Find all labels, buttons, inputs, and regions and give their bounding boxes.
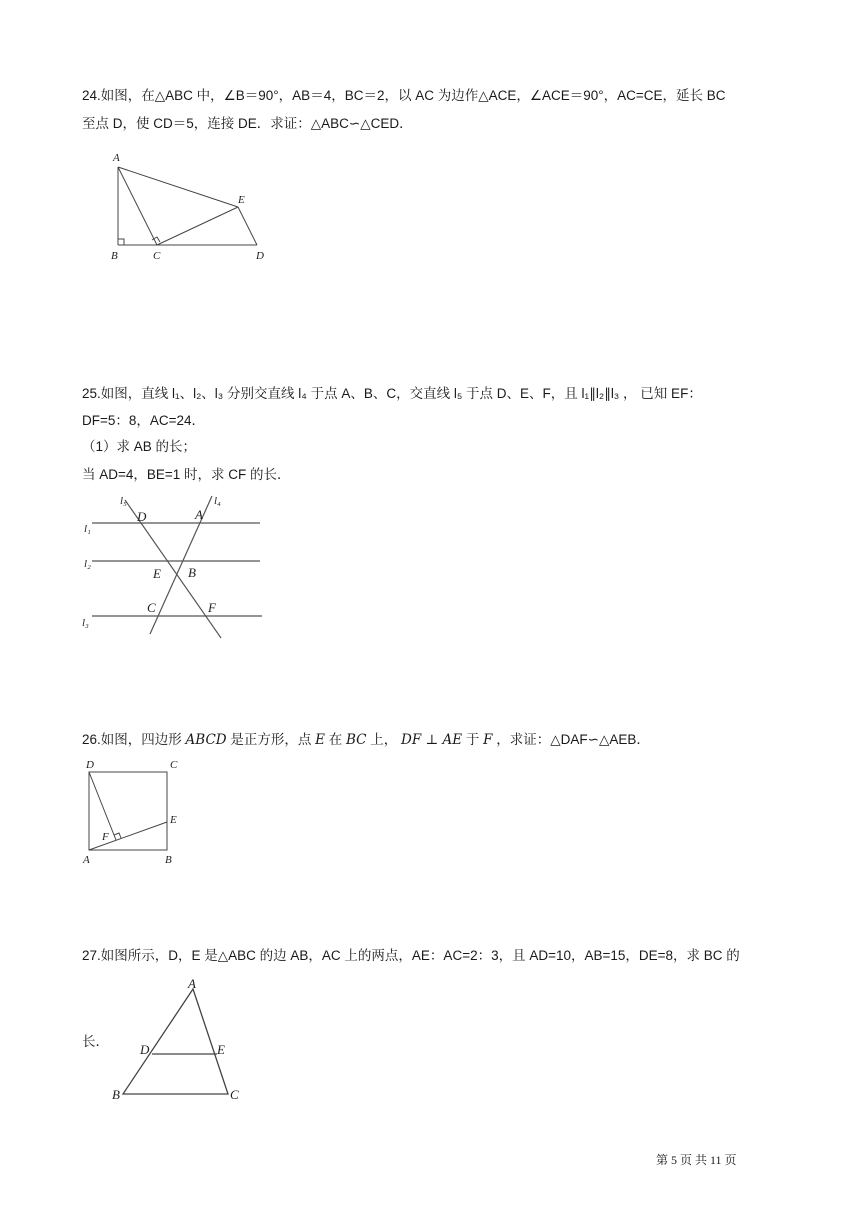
q25-label-f: F	[208, 600, 216, 615]
q25-label-e: E	[153, 566, 161, 581]
q27-label-d: D	[140, 1042, 150, 1057]
q27-label-c: C	[230, 1087, 239, 1102]
q27-label-b: B	[112, 1087, 120, 1102]
q26-text-2: 在	[324, 732, 346, 747]
q25-label-l5: l₅	[120, 495, 127, 507]
q26-math-df-perp-ae: DF ⊥ AE	[401, 732, 463, 748]
q27-text-line2: 长．	[82, 1034, 109, 1049]
q26-label-f: F	[102, 831, 109, 843]
q25-label-l2: l₂	[84, 558, 91, 570]
q24-text-line1: 24.如图，在△ABC 中，∠B＝90°，AB＝4，BC＝2，以 AC 为边作△ACE，∠ACE＝90°，AC=CE，延长 BC	[82, 88, 726, 103]
q24-label-a: A	[113, 152, 120, 164]
q26-text	[82, 731, 650, 749]
q25-figure	[80, 488, 270, 638]
q26-text-3: 上，	[366, 732, 402, 747]
q26-text-5: ，求证：△DAF∽△AEB．	[492, 732, 650, 747]
q26-text-4: 于	[462, 732, 484, 747]
q25-label-l4: l₄	[214, 495, 221, 507]
q25-label-l1: l₁	[84, 523, 91, 535]
q27-label-e: E	[217, 1042, 225, 1057]
q24-label-c: C	[153, 250, 161, 262]
q25-text-line2: DF=5：8，AC=24．	[82, 413, 206, 428]
q25-label-c: C	[147, 600, 156, 615]
q27-text-line1: 27.如图所示，D，E 是△ABC 的边 AB，AC 上的两点，AE：AC=2：3，且 AD=10，AB=15，DE=8，求 BC 的	[82, 948, 740, 963]
q26-math-abcd: ABCD	[185, 732, 227, 748]
q26-label-b: B	[165, 854, 172, 866]
q26-text-1: 是正方形，点	[226, 732, 316, 747]
q26-label-d: D	[86, 759, 94, 771]
q26-math-f: F	[483, 732, 493, 748]
q25-label-b: B	[188, 565, 196, 580]
q25-text-line4: 当 AD=4，BE=1 时，求 CF 的长．	[82, 467, 291, 482]
q26-prefix: 26.如图，四边形	[82, 732, 186, 747]
page-footer: 第 5 页 共 11 页	[656, 1153, 737, 1167]
q25-text-line1: 25.如图，直线 l₁、l₂、l₃ 分别交直线 l₄ 于点 A、B、C，交直线 l₅ 于点 D、E、F，且 l₁∥l₂∥l₃ ， 已知 EF：	[82, 386, 702, 401]
q24-figure	[100, 145, 290, 270]
q24-label-e: E	[238, 194, 245, 206]
q25-label-l3: l₃	[82, 617, 89, 629]
q26-figure	[80, 756, 190, 866]
q24-text-line2: 至点 D，使 CD＝5，连接 DE．求证：△ABC∽△CED．	[82, 116, 413, 131]
q26-math-bc: BC	[346, 732, 367, 748]
q24-label-b: B	[111, 250, 118, 262]
q25-label-a: A	[195, 507, 203, 522]
q26-label-c: C	[170, 759, 178, 771]
q26-label-e: E	[170, 814, 177, 826]
q26-math-e: E	[315, 732, 325, 748]
q27-figure	[108, 975, 258, 1110]
q27-label-a: A	[188, 976, 196, 991]
q24-label-d: D	[256, 250, 264, 262]
q26-label-a: A	[83, 854, 90, 866]
q25-text-line3: （1）求 AB 的长；	[82, 439, 197, 454]
q25-label-d: D	[137, 509, 147, 524]
